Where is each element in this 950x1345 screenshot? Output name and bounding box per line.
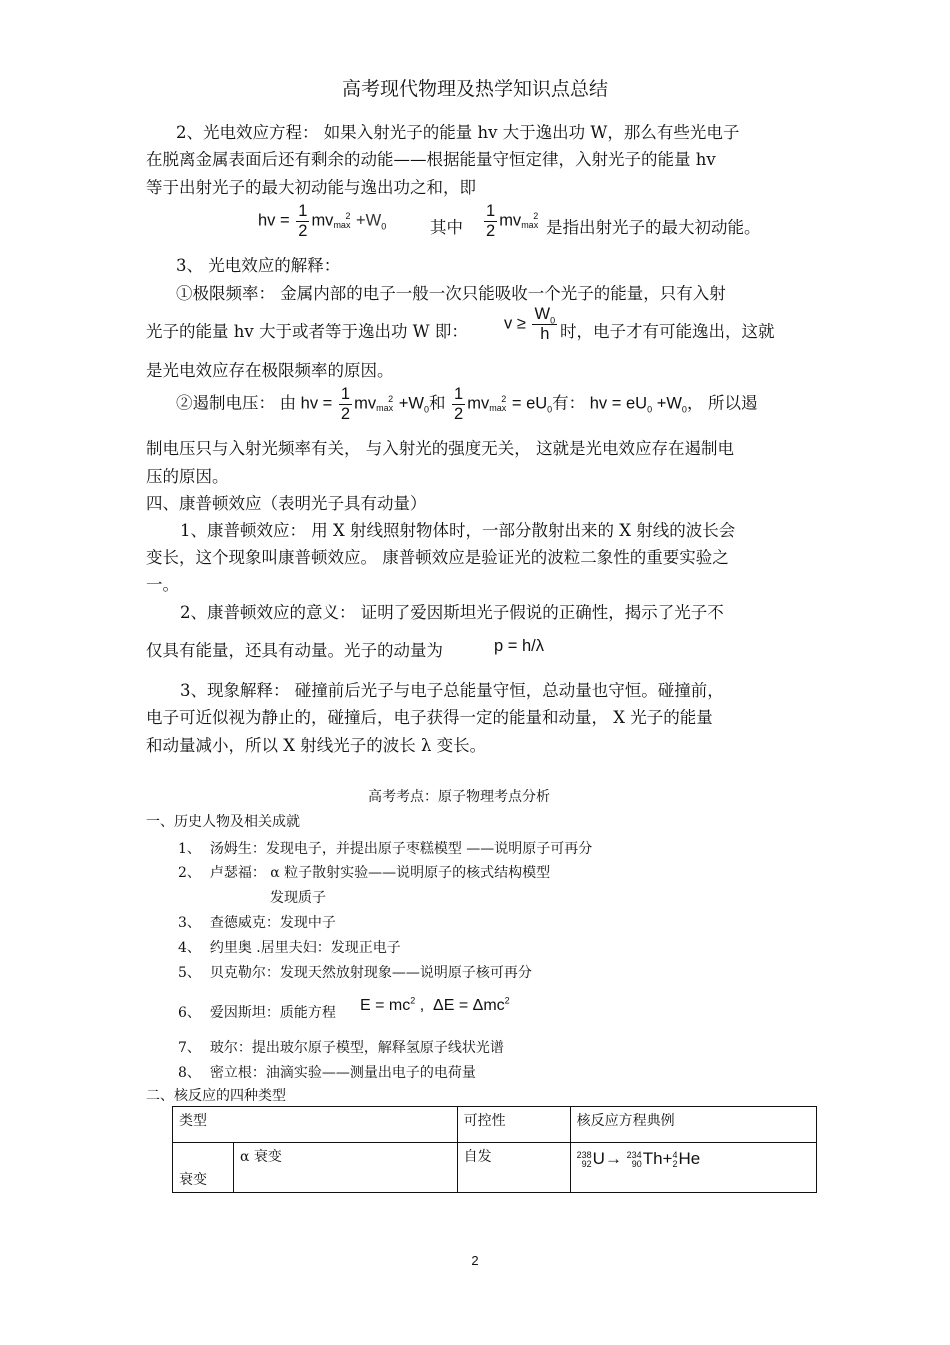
list-item-6 bbox=[178, 1002, 336, 1022]
eq1-sub: max bbox=[333, 220, 351, 230]
list-item-3 bbox=[178, 912, 336, 932]
exam-sec2-heading: 二、核反应的四种类型 bbox=[146, 1088, 286, 1104]
p3-item2-line3: 压的原因。 bbox=[146, 467, 229, 486]
s4-i3-line2: 电子可近似视为静止的，碰撞后，电子获得一定的能量和动量， X 光子的能量 bbox=[146, 708, 713, 727]
list-item-5 bbox=[178, 962, 532, 982]
list-num: 3、 bbox=[178, 915, 201, 931]
photon-momentum-formula: p = h/λ bbox=[494, 637, 544, 655]
e-mc2-sq: 2 bbox=[410, 995, 416, 1006]
eq1-frac2-den: 2 bbox=[486, 221, 496, 240]
item2-d: = eU bbox=[511, 394, 548, 413]
item2-sup-2: 2 bbox=[501, 394, 507, 404]
item2-f: +W bbox=[656, 394, 682, 413]
eq1-sub-2: max bbox=[521, 220, 539, 230]
item2-mv-2: mv bbox=[467, 394, 490, 413]
page-number: 2 bbox=[471, 1253, 479, 1268]
list-text: 密立根：油滴实验——测量出电子的电荷量 bbox=[209, 1065, 476, 1081]
list-num: 2、 bbox=[178, 865, 201, 881]
s4-i2-line2a: 仅具有能量，还具有动量。光子的动量为 bbox=[146, 641, 443, 660]
helium: He bbox=[678, 1149, 701, 1168]
item2-sub-2: max bbox=[489, 403, 507, 413]
item2-b: +W bbox=[398, 394, 424, 413]
table-header-row bbox=[173, 1107, 817, 1143]
s4-heading: 四、康普顿效应（表明光子具有动量） bbox=[146, 494, 427, 513]
s4-i1-line2: 变长，这个现象叫康普顿效应。 康普顿效应是验证光的波粒二象性的重要实验之 bbox=[146, 548, 729, 567]
list-num: 6、 bbox=[178, 1005, 201, 1021]
p2-line3: 等于出射光子的最大初动能与逸出功之和，即 bbox=[146, 178, 476, 197]
list-item-2 bbox=[178, 862, 550, 882]
p2-line2: 在脱离金属表面后还有剩余的动能——根据能量守恒定律，入射光子的能量 hv bbox=[146, 150, 716, 169]
item2-g: ， 所以遏 bbox=[686, 394, 758, 413]
eq1-sup: 2 bbox=[345, 211, 351, 221]
eq1-frac2-num: 1 bbox=[486, 202, 496, 220]
list-item-7 bbox=[178, 1037, 504, 1057]
cell-subtype: α 衰变 bbox=[234, 1143, 458, 1193]
s4-i1-line1: 1、康普顿效应： 用 X 射线照射物体时，一部分散射出来的 X 射线的波长会 bbox=[180, 521, 736, 540]
item2-frac1-den: 2 bbox=[340, 404, 351, 423]
thorium: Th bbox=[642, 1149, 663, 1168]
cell-type: 衰变 bbox=[173, 1143, 234, 1193]
header-control: 可控性 bbox=[457, 1107, 570, 1143]
list-text: 查德威克：发现中子 bbox=[209, 915, 336, 931]
list-num: 1、 bbox=[178, 841, 201, 857]
p2-line1: 2、光电效应方程： 如果入射光子的能量 hv 大于逸出功 W，那么有些光电子 bbox=[176, 123, 740, 142]
item2-u-sub-2: 0 bbox=[647, 404, 653, 415]
list-item-1 bbox=[178, 838, 592, 858]
eq1-frac-num: 1 bbox=[298, 202, 308, 220]
list-text: 汤姆生：发现电子，并提出原子枣糕模型 ——说明原子可再分 bbox=[209, 841, 593, 857]
item2-c: 和 bbox=[428, 394, 446, 413]
th-charge: 90 bbox=[631, 1158, 642, 1169]
w0: W bbox=[534, 305, 551, 323]
w0-over-h bbox=[532, 306, 557, 342]
eq1-frac-den: 2 bbox=[298, 221, 308, 240]
list-item-4 bbox=[178, 937, 401, 957]
p3-item1-line2b: 时，电子才有可能逸出，这就 bbox=[560, 322, 775, 341]
item2-frac2-den: 2 bbox=[454, 404, 464, 423]
item2-w-sub-1: 0 bbox=[423, 404, 429, 415]
eq1-supsub-2 bbox=[521, 212, 538, 230]
item2-supsub-2 bbox=[489, 395, 506, 413]
p3-item1-line2a: 光子的能量 hv 大于或者等于逸出功 W 即： bbox=[146, 322, 468, 341]
list-text: 爱因斯坦：质能方程 bbox=[209, 1005, 336, 1021]
threshold-inequality bbox=[504, 306, 559, 342]
eq1-supsub bbox=[333, 212, 350, 230]
he-charge: 2 bbox=[672, 1158, 678, 1169]
eq1-sup-2: 2 bbox=[533, 211, 539, 221]
item2-frac1-num: 1 bbox=[340, 385, 351, 403]
eq1-plus-w: +W bbox=[356, 211, 382, 230]
uranium: U bbox=[592, 1149, 605, 1168]
eq1-mv-2: mv bbox=[499, 211, 522, 230]
s4-i1-line3: 一。 bbox=[146, 575, 179, 594]
s4-i3-line1: 3、现象解释： 碰撞前后光子与电子总能量守恒，总动量也守恒。碰撞前， bbox=[180, 681, 724, 700]
item2-frac2-num: 1 bbox=[454, 385, 464, 403]
th-mass: 234 bbox=[626, 1149, 642, 1160]
list-text: 贝克勒尔：发现天然放射现象——说明原子核可再分 bbox=[209, 965, 532, 981]
u-mass: 238 bbox=[576, 1149, 592, 1160]
s4-i3-line3: 和动量减小，所以 X 射线光子的波长 λ 变长。 bbox=[146, 736, 487, 755]
nuclear-reaction-table bbox=[172, 1106, 817, 1193]
eq1-fraction-2 bbox=[484, 203, 497, 239]
exam-title: 高考考点：原子物理考点分析 bbox=[368, 789, 550, 805]
eq1-kinetic-term bbox=[482, 203, 539, 239]
list-text: 约里奥 .居里夫妇：发现正电子 bbox=[209, 940, 401, 956]
cell-control: 自发 bbox=[457, 1143, 570, 1193]
list-item-8 bbox=[178, 1062, 476, 1082]
item2-sub-1: max bbox=[376, 403, 394, 413]
delta-e-mc2: ΔE = Δmc bbox=[433, 997, 505, 1014]
p3-item1-line3: 是光电效应存在极限频率的原因。 bbox=[146, 361, 394, 380]
p3-heading: 3、 光电效应的解释： bbox=[176, 256, 341, 275]
page-title: 高考现代物理及热学知识点总结 bbox=[341, 78, 608, 100]
eq1-mv: mv bbox=[311, 211, 334, 230]
list-num: 5、 bbox=[178, 965, 201, 981]
item2-frac-1 bbox=[339, 386, 352, 422]
list-text: 卢瑟福： α 粒子散射实验——说明原子的核式结构模型 bbox=[209, 865, 551, 881]
table-row bbox=[173, 1143, 817, 1193]
item2-supsub-1 bbox=[376, 395, 393, 413]
u-charge: 92 bbox=[581, 1158, 592, 1169]
item2-frac-2 bbox=[452, 386, 465, 422]
he-mass: 4 bbox=[672, 1149, 678, 1160]
p3-item2-line2: 制电压只与入射光频率有关， 与入射光的强度无关， 这就是光电效应存在遏制电 bbox=[146, 439, 734, 458]
v-ge: v ≥ bbox=[504, 314, 526, 333]
e-mc2: E = mc bbox=[360, 997, 411, 1014]
eq1-w-sub: 0 bbox=[381, 221, 387, 232]
stopping-voltage-line bbox=[176, 386, 758, 422]
s4-i2-line1: 2、康普顿效应的意义： 证明了爱因斯坦光子假说的正确性，揭示了光子不 bbox=[180, 603, 724, 622]
eq1-lhs: hv = bbox=[258, 211, 290, 230]
reaction-arrow: → bbox=[604, 1149, 622, 1168]
list-text: 玻尔：提出玻尔原子模型，解释氢原子线状光谱 bbox=[209, 1040, 504, 1056]
cell-equation bbox=[570, 1143, 816, 1193]
w0-sub: 0 bbox=[550, 315, 556, 326]
photoelectric-equation bbox=[258, 203, 386, 239]
exam-sec1-heading: 一、历史人物及相关成就 bbox=[146, 814, 300, 830]
header-type: 类型 bbox=[173, 1107, 458, 1143]
mass-energy-equation: $E = mc^2$ , ΔE = Δmc$^2$ bbox=[360, 995, 510, 1014]
item2-sup-1: 2 bbox=[388, 394, 394, 404]
item2-a: ②遏制电压： 由 hv = bbox=[176, 394, 333, 413]
plus-sign: + bbox=[662, 1149, 673, 1168]
item2-u-sub-1: 0 bbox=[547, 404, 553, 415]
item2-e: 有： hv = eU bbox=[552, 394, 648, 413]
eq1-fraction bbox=[296, 203, 309, 239]
list-num: 7、 bbox=[178, 1040, 201, 1056]
eq1-mid-text: 其中 bbox=[430, 218, 463, 237]
list-num: 4、 bbox=[178, 940, 201, 956]
p3-item1-line1: ①极限频率： 金属内部的电子一般一次只能吸收一个光子的能量，只有入射 bbox=[176, 284, 726, 303]
list-num: 8、 bbox=[178, 1065, 201, 1081]
list-item-2b: 发现质子 bbox=[270, 890, 326, 906]
item2-mv-1: mv bbox=[354, 394, 377, 413]
h-den: h bbox=[540, 324, 550, 343]
delta-e-mc2-sq: 2 bbox=[504, 995, 510, 1006]
header-equation: 核反应方程典例 bbox=[570, 1107, 816, 1143]
eq1-tail-text: 是指出射光子的最大初动能。 bbox=[546, 218, 761, 237]
item2-w-sub-2: 0 bbox=[681, 404, 687, 415]
